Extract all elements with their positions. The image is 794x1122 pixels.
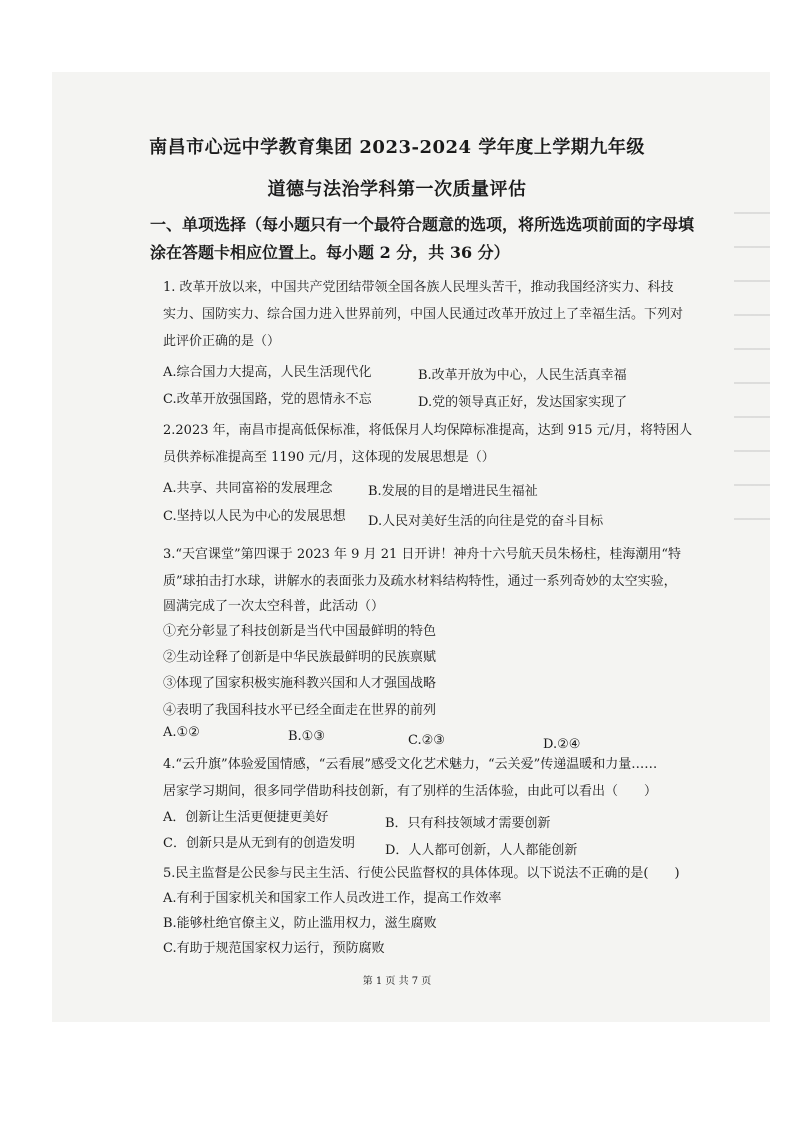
q4-option-c: C．创新只是从无到有的创造发明 bbox=[163, 836, 355, 851]
q3-stem-line-3: 圆满完成了一次太空科普，此活动（） bbox=[163, 599, 385, 614]
q1-stem-line-2: 实力、国防实力、综合国力进入世界前列，中国人民通过改革开放过上了幸福生活。下列对 bbox=[163, 307, 684, 322]
q3-stem-line-1: 3.“天宫课堂”第四课于 2023 年 9 月 21 日开讲！神舟十六号航天员朱杨柱，桂海潮用“特 bbox=[163, 547, 682, 562]
q3-statement-3: ③体现了国家积极实施科教兴国和人才强国战略 bbox=[163, 676, 437, 691]
q2-option-b: B.发展的目的是增进民生福祉 bbox=[368, 484, 538, 499]
q2-stem-line-2: 员供养标准提高至 1190 元/月，这体现的发展思想是（） bbox=[163, 450, 495, 465]
exam-subtitle: 道德与法治学科第一次质量评估 bbox=[267, 179, 527, 200]
q2-stem-line-1: 2.2023 年，南昌市提高低保标准，将低保月人均保障标准提高，达到 915 元/月，将特困人 bbox=[163, 423, 693, 438]
q5-option-c: C.有助于规范国家权力运行，预防腐败 bbox=[163, 941, 385, 956]
q3-option-d: D.②④ bbox=[543, 737, 581, 752]
q2-option-c: C.坚持以人民为中心的发展思想 bbox=[163, 509, 346, 524]
q2-option-d: D.人民对美好生活的向往是党的奋斗目标 bbox=[368, 514, 604, 529]
q2-option-a: A.共享、共同富裕的发展理念 bbox=[163, 481, 333, 496]
exam-title: 南昌市心远中学教育集团 2023-2024 学年度上学期九年级 bbox=[149, 137, 645, 158]
q3-statement-4: ④表明了我国科技水平已经全面走在世界的前列 bbox=[163, 703, 437, 718]
q1-option-d: D.党的领导真正好，发达国家实现了 bbox=[418, 395, 628, 410]
q4-stem-line-1: 4.“云升旗”体验爱国情感，“云看展”感受文化艺术魅力，“云关爱”传递温暖和力量…… bbox=[163, 757, 658, 772]
q3-option-c: C.②③ bbox=[408, 733, 445, 748]
section-heading-line-1: 一、单项选择（每小题只有一个最符合题意的选项，将所选选项前面的字母填 bbox=[150, 215, 695, 234]
q5-option-b: B.能够杜绝官僚主义，防止滥用权力，滋生腐败 bbox=[163, 916, 437, 931]
page-number-footer: 第 1 页 共 7 页 bbox=[362, 976, 432, 987]
q3-option-a: A.①② bbox=[163, 725, 200, 740]
q3-statement-2: ②生动诠释了创新是中华民族最鲜明的民族禀赋 bbox=[163, 650, 437, 665]
q5-stem-line-1: 5.民主监督是公民参与民主生活、行使公民监督权的具体体现。以下说法不正确的是( ) bbox=[163, 866, 680, 881]
q5-option-a: A.有利于国家机关和国家工作人员改进工作，提高工作效率 bbox=[163, 891, 502, 906]
q3-stem-line-2: 质”球拍击打水球，讲解水的表面张力及疏水材料结构特性，通过一系列奇妙的太空实验， bbox=[163, 574, 677, 589]
q1-stem-line-3: 此评价正确的是（） bbox=[163, 334, 281, 349]
section-heading-line-2: 涂在答题卡相应位置上。每小题 2 分，共 36 分） bbox=[150, 243, 510, 262]
q1-option-c: C.改革开放强国路，党的恩情永不忘 bbox=[163, 392, 372, 407]
q1-option-b: B.改革开放为中心，人民生活真幸福 bbox=[418, 368, 627, 383]
q1-option-a: A.综合国力大提高，人民生活现代化 bbox=[163, 365, 372, 380]
q4-stem-line-2: 居家学习期间，很多同学借助科技创新，有了别样的生活体验，由此可以看出（ ） bbox=[163, 784, 658, 799]
q4-option-a: A．创新让生活更便捷更美好 bbox=[163, 810, 329, 825]
q3-statement-1: ①充分彰显了科技创新是当代中国最鲜明的特色 bbox=[163, 624, 437, 639]
q4-option-d: D．人人都可创新，人人都能创新 bbox=[385, 843, 578, 858]
q1-stem-line-1: 1. 改革开放以来，中国共产党团结带领全国各族人民埋头苦干，推动我国经济实力、科技 bbox=[163, 280, 674, 295]
q3-option-b: B.①③ bbox=[288, 729, 325, 744]
q4-option-b: B．只有科技领域才需要创新 bbox=[385, 816, 551, 831]
